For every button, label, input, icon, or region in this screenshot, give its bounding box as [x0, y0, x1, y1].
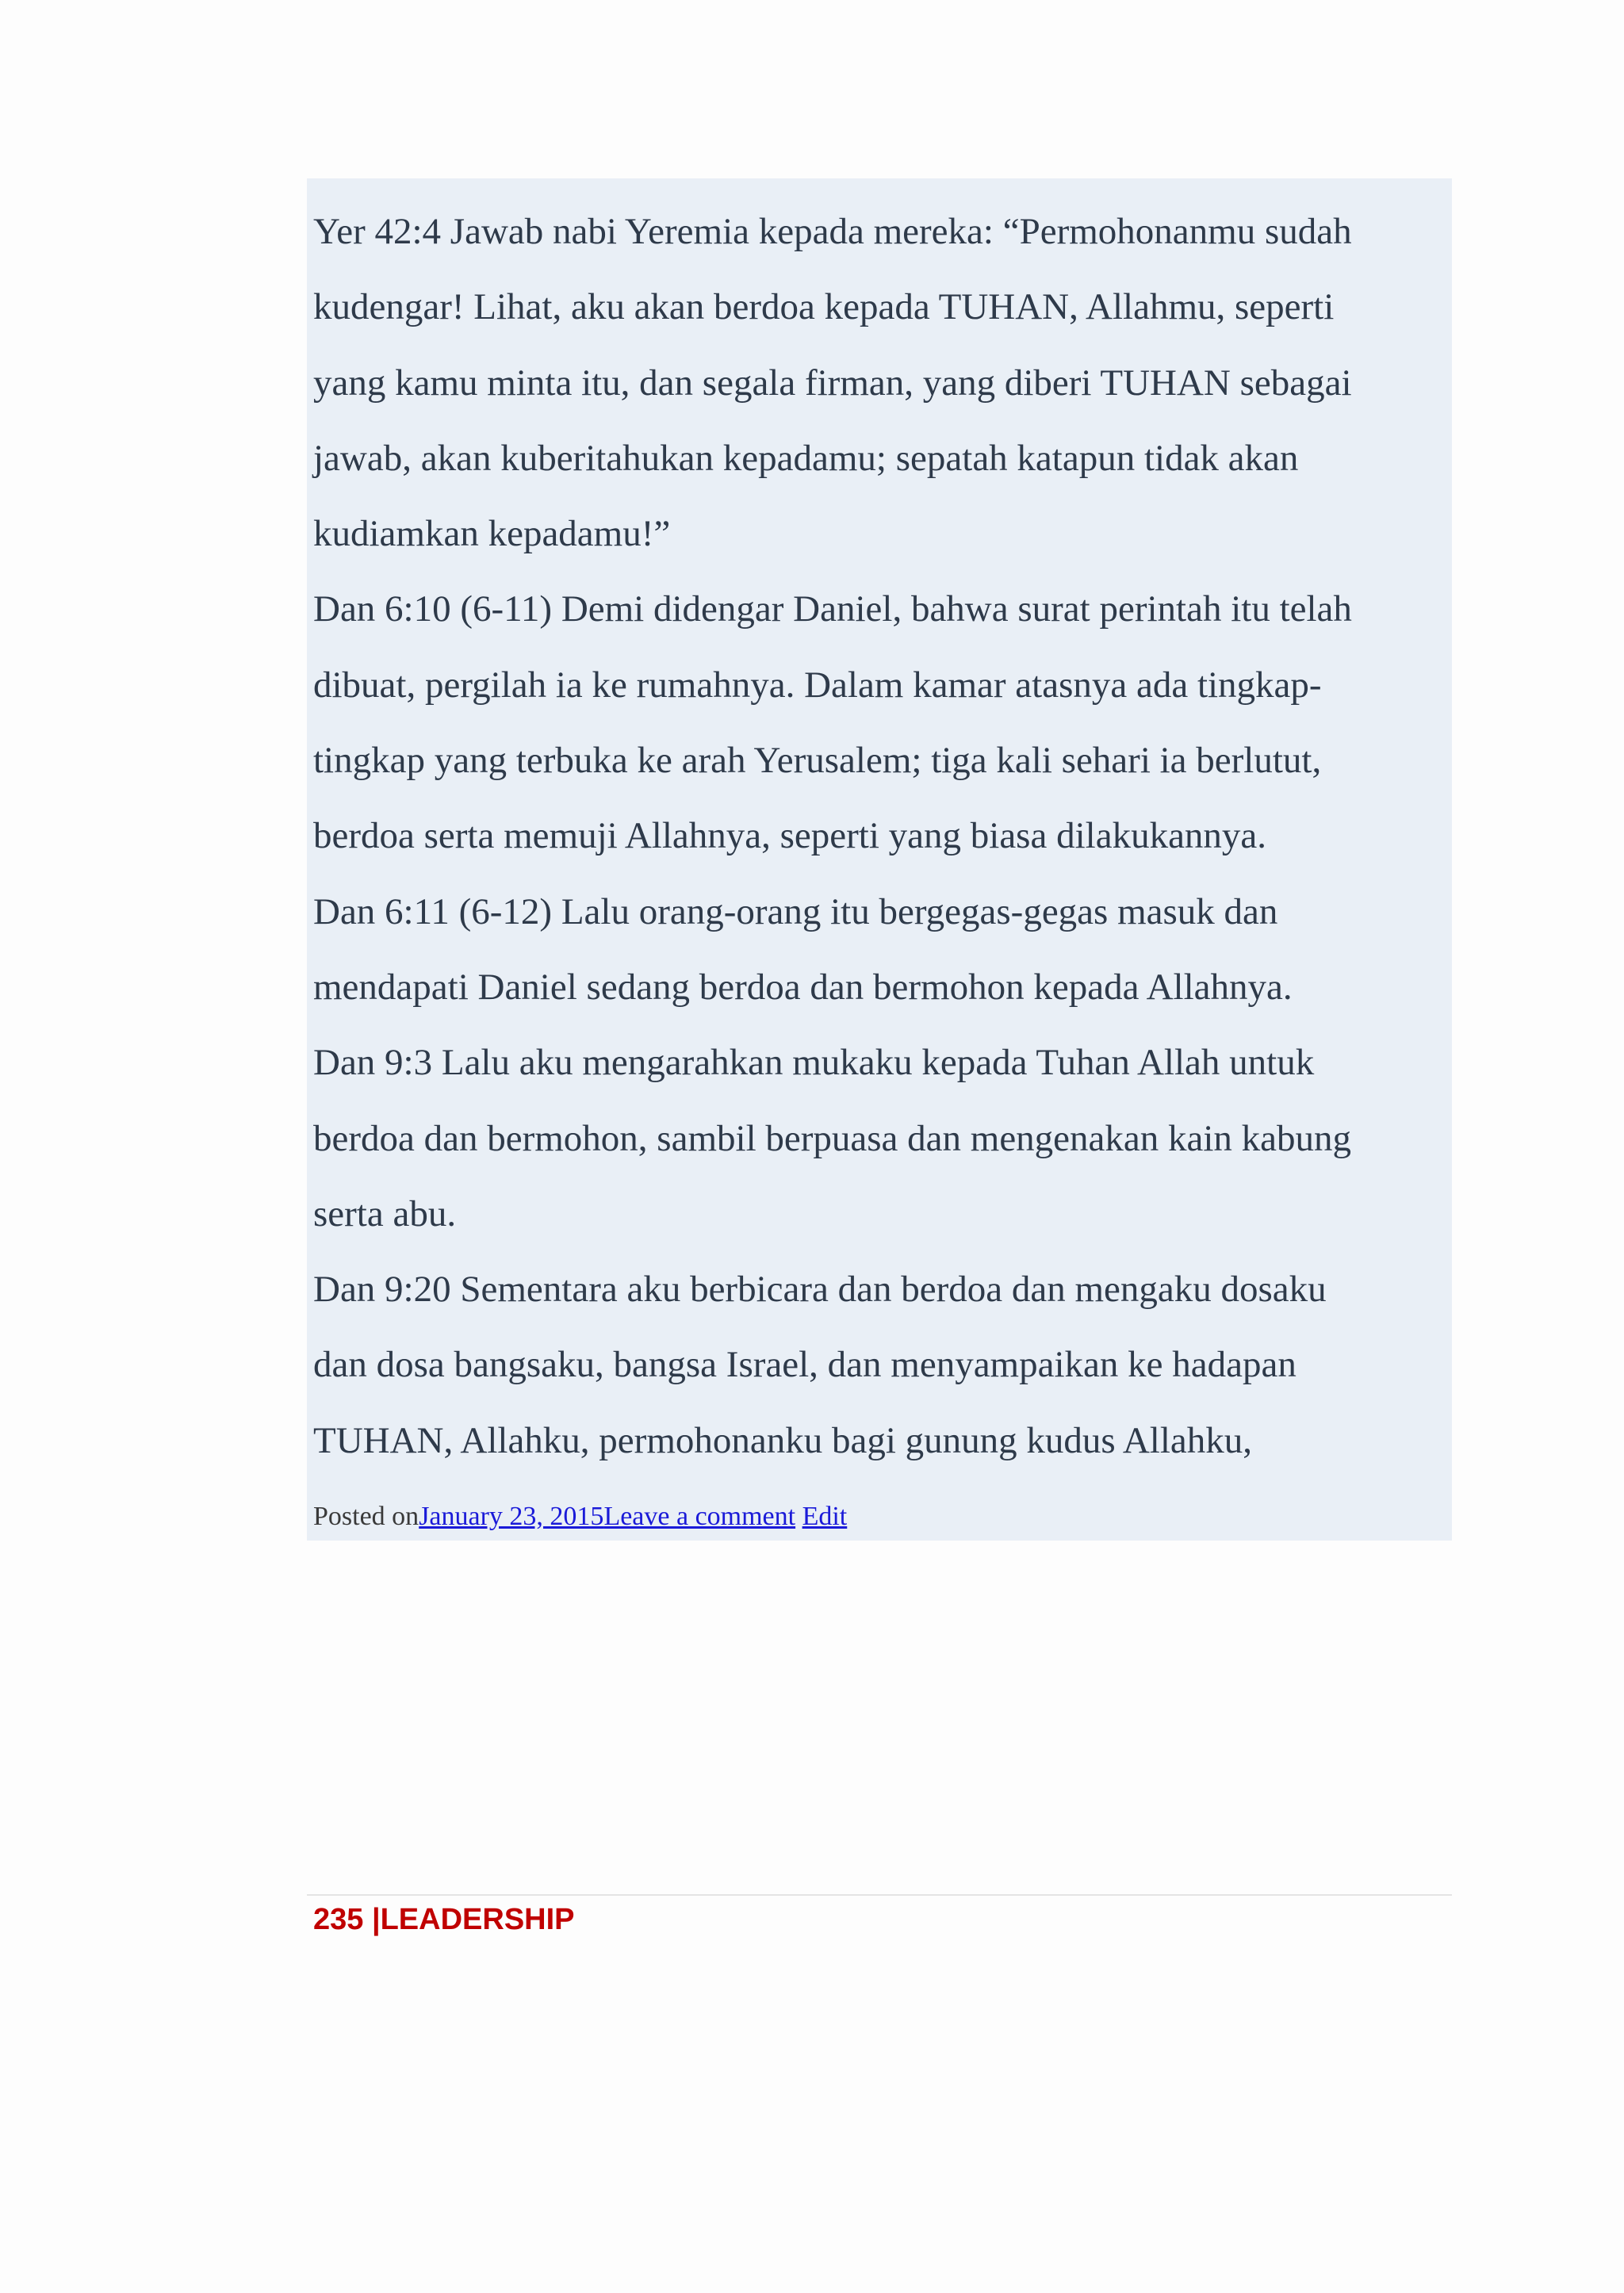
page-footer-label: 235 |LEADERSHIP [313, 1903, 575, 1936]
verse-line: Yer 42:4 Jawab nabi Yeremia kepada mereka: “Permohonanmu sudah [313, 211, 1352, 252]
post-meta [313, 1501, 847, 1533]
posted-on-label: Posted on [313, 1502, 419, 1531]
verse-line: TUHAN, Allahku, permohonanku bagi gunung kudus Allahku, [313, 1419, 1253, 1461]
verse-line: berdoa dan bermohon, sambil berpuasa dan mengenakan kain kabung [313, 1117, 1352, 1159]
verse-line: serta abu. [313, 1192, 457, 1235]
verse-line: Dan 9:3 Lalu aku mengarahkan mukaku kepada Tuhan Allah untuk [313, 1042, 1315, 1084]
leave-comment-link[interactable]: Leave a comment [603, 1502, 796, 1531]
verse-line: yang kamu minta itu, dan segala firman, yang diberi TUHAN sebagai [313, 362, 1352, 404]
verse-line: berdoa serta memuji Allahnya, seperti yang biasa dilakukannya. [313, 815, 1267, 857]
verse-line: kudiamkan kepadamu!” [313, 513, 671, 555]
verse-line: dibuat, pergilah ia ke rumahnya. Dalam kamar atasnya ada tingkap- [313, 664, 1322, 706]
post-date-link[interactable]: January 23, 2015 [419, 1502, 604, 1531]
verse-line: Dan 6:10 (6-11) Demi didengar Daniel, bahwa surat perintah itu telah [313, 588, 1352, 630]
verse-line: jawab, akan kuberitahukan kepadamu; sepatah katapun tidak akan [313, 437, 1299, 479]
verse-line: Dan 9:20 Sementara aku berbicara dan berdoa dan mengaku dosaku [313, 1269, 1327, 1311]
post-content-block [307, 178, 1452, 1541]
verse-line: tingkap yang terbuka ke arah Yerusalem; tiga kali sehari ia berlutut, [313, 740, 1322, 782]
verse-line: mendapati Daniel sedang berdoa dan bermohon kepada Allahnya. [313, 966, 1293, 1008]
verse-line: dan dosa bangsaku, bangsa Israel, dan menyampaikan ke hadapan [313, 1344, 1297, 1386]
verse-line: Dan 6:11 (6-12) Lalu orang-orang itu bergegas-gegas masuk dan [313, 890, 1278, 932]
footer-divider [307, 1894, 1452, 1896]
edit-link[interactable]: Edit [802, 1502, 848, 1531]
verse-line: kudengar! Lihat, aku akan berdoa kepada TUHAN, Allahmu, seperti [313, 286, 1335, 328]
verse-text [313, 194, 1452, 1479]
